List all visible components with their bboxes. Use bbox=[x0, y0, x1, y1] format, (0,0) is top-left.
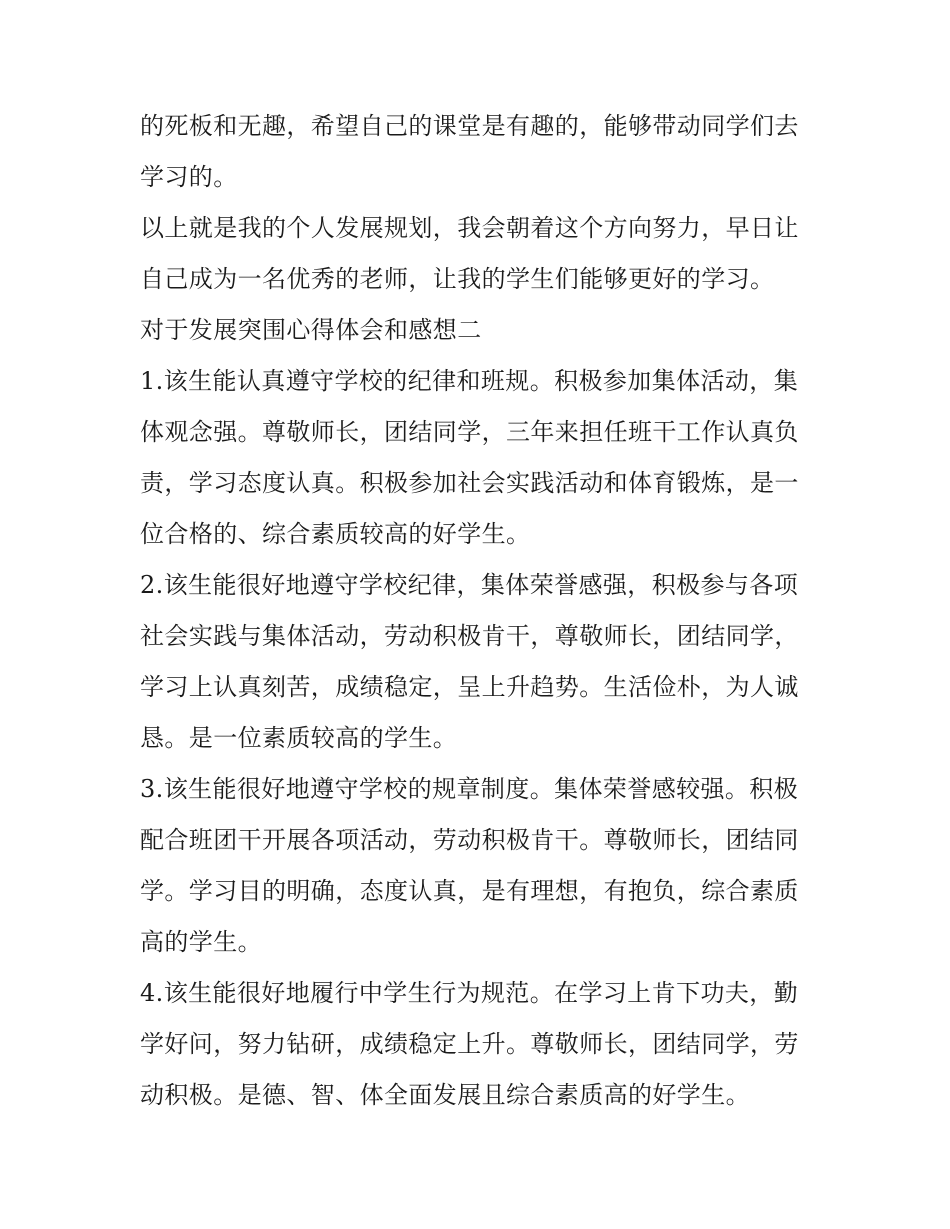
text-line: 4.该生能很好地履行中学生行为规范。在学习上肯下功夫，勤 bbox=[140, 979, 799, 1007]
text-line: 体观念强。尊敬师长，团结同学，三年来担任班干工作认真负 bbox=[140, 418, 799, 446]
text-line: 动积极。是德、智、体全面发展且综合素质高的好学生。 bbox=[140, 1081, 750, 1109]
text-line: 1.该生能认真遵守学校的纪律和班规。积极参加集体活动，集 bbox=[140, 367, 799, 395]
text-line: 高的学生。 bbox=[140, 928, 262, 956]
text-line: 自己成为一名优秀的老师，让我的学生们能够更好的学习。 bbox=[140, 265, 775, 293]
text-line: 位合格的、综合素质较高的好学生。 bbox=[140, 520, 531, 548]
text-line: 学。学习目的明确，态度认真，是有理想，有抱负，综合素质 bbox=[140, 877, 799, 905]
text-line: 2.该生能很好地遵守学校纪律，集体荣誉感强，积极参与各项 bbox=[140, 571, 799, 599]
text-line: 学好问，努力钻研，成绩稳定上升。尊敬师长，团结同学，劳 bbox=[140, 1030, 799, 1058]
text-line: 学习上认真刻苦，成绩稳定，呈上升趋势。生活俭朴，为人诚 bbox=[140, 673, 799, 701]
section-heading: 对于发展突围心得体会和感想二 bbox=[140, 316, 482, 344]
document-body bbox=[140, 101, 815, 1121]
text-line: 学习的。 bbox=[140, 163, 238, 191]
text-line: 以上就是我的个人发展规划，我会朝着这个方向努力，早日让 bbox=[140, 214, 799, 242]
text-line: 的死板和无趣，希望自己的课堂是有趣的，能够带动同学们去 bbox=[140, 112, 799, 140]
text-line: 责，学习态度认真。积极参加社会实践活动和体育锻炼，是一 bbox=[140, 469, 799, 497]
text-line: 3.该生能很好地遵守学校的规章制度。集体荣誉感较强。积极 bbox=[140, 775, 799, 803]
text-line: 恳。是一位素质较高的学生。 bbox=[140, 724, 458, 752]
text-line: 配合班团干开展各项活动，劳动积极肯干。尊敬师长，团结同 bbox=[140, 826, 799, 854]
text-line: 社会实践与集体活动，劳动积极肯干，尊敬师长，团结同学， bbox=[140, 622, 799, 650]
